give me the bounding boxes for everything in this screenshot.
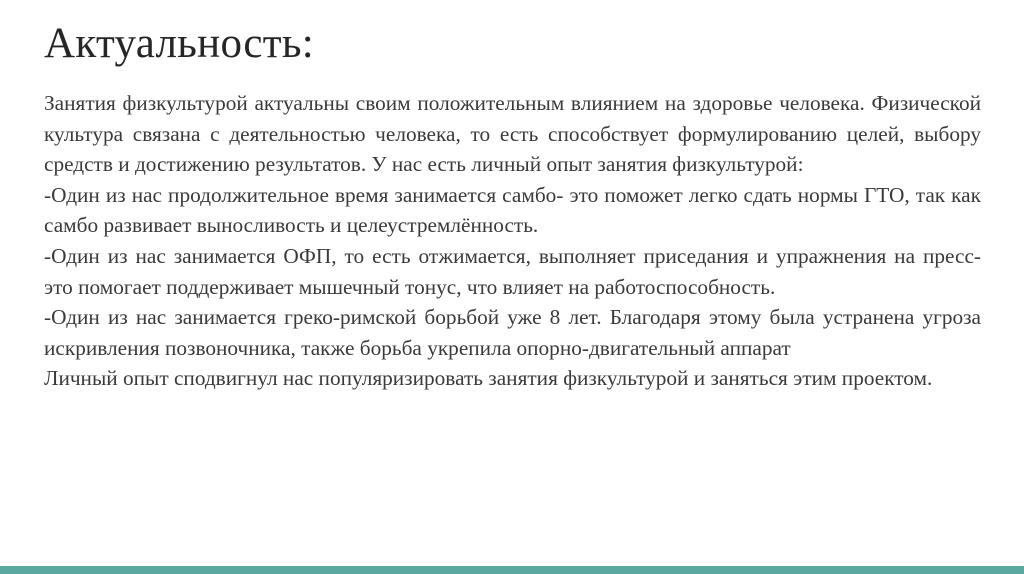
paragraph-intro: Занятия физкультурой актуальны своим положительным влиянием на здоровье человека. Физической культура связана с деятельностью человека, то есть способствует формулированию целей, выбору средств и достижению результатов. У нас есть личный опыт занятия физкультурой: [44,91,981,177]
bottom-accent-bar [0,566,1024,574]
paragraph-sambo: -Один из нас продолжительное время занимается самбо- это поможет легко сдать нормы ГТО, так как самбо развивает выносливость и целеустремлённость. [44,182,981,238]
slide-title: Актуальность: [44,20,314,67]
slide-body [44,88,981,394]
paragraph-ofp: -Один из нас занимается ОФП, то есть отжимается, выполняет приседания и упражнения на пресс- это помогает поддерживает мышечный тонус, что влияет на работоспособность. [44,243,981,299]
paragraph-conclusion: Личный опыт сподвигнул нас популяризировать занятия физкультурой и заняться этим проектом. [44,366,933,391]
paragraph-wrestling: -Один из нас занимается греко-римской борьбой уже 8 лет. Благодаря этому была устранена угроза искривления позвоночника, также борьба укрепила опорно-двигательный аппарат [44,305,981,360]
